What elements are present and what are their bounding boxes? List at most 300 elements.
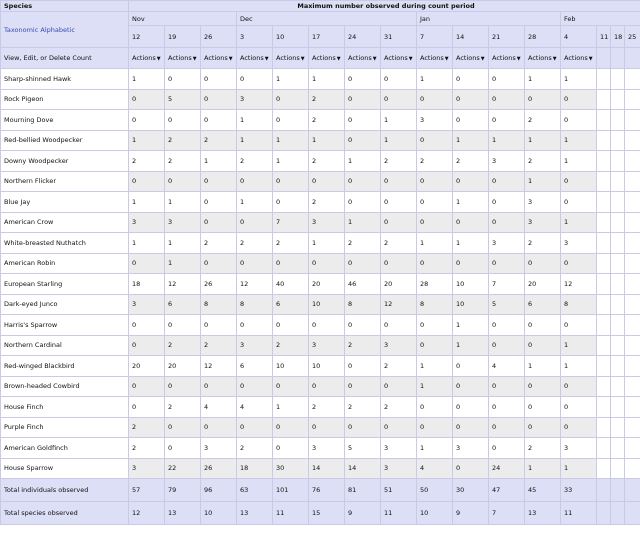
count-cell: 0 [273, 253, 309, 274]
count-cell: 1 [561, 212, 597, 233]
empty-cell [625, 89, 640, 110]
count-cell: 20 [129, 356, 165, 377]
count-cell: 3 [417, 110, 453, 131]
table-row [1, 356, 640, 377]
count-cell: 0 [489, 89, 525, 110]
species-name: Northern Cardinal [1, 335, 129, 356]
count-cell: 2 [309, 151, 345, 172]
count-cell: 2 [309, 192, 345, 213]
date-header: 11 [597, 26, 611, 48]
caret-down-icon: ▼ [516, 56, 521, 62]
count-cell: 0 [525, 315, 561, 336]
date-header: 10 [273, 26, 309, 48]
count-cell: 0 [201, 376, 237, 397]
empty-cell [611, 130, 625, 151]
empty-cell [625, 294, 640, 315]
count-cell: 3 [129, 458, 165, 479]
empty-cell [611, 274, 625, 295]
count-cell: 0 [561, 110, 597, 131]
total-cell: 9 [345, 502, 381, 525]
count-cell: 0 [345, 171, 381, 192]
count-cell: 2 [129, 151, 165, 172]
actions-label: Actions [492, 54, 516, 62]
count-cell: 26 [201, 274, 237, 295]
table-row [1, 192, 640, 213]
count-cell: 10 [453, 274, 489, 295]
count-cell: 1 [453, 130, 489, 151]
totals-row [1, 479, 640, 502]
table-row [1, 294, 640, 315]
count-cell: 0 [525, 417, 561, 438]
count-cell: 1 [165, 233, 201, 254]
date-header: 14 [453, 26, 489, 48]
table-row [1, 253, 640, 274]
count-cell: 1 [237, 130, 273, 151]
count-cell: 22 [165, 458, 201, 479]
count-cell: 1 [453, 315, 489, 336]
empty-cell [625, 233, 640, 254]
species-name: Red-bellied Woodpecker [1, 130, 129, 151]
count-cell: 0 [165, 376, 201, 397]
header-spacer [1, 12, 129, 48]
count-cell: 1 [381, 130, 417, 151]
species-name: American Robin [1, 253, 129, 274]
count-cell: 0 [561, 417, 597, 438]
count-cell: 7 [273, 212, 309, 233]
count-cell: 2 [525, 438, 561, 459]
count-cell: 2 [525, 233, 561, 254]
actions-cell [525, 48, 561, 69]
count-cell: 3 [129, 212, 165, 233]
empty-cell [611, 397, 625, 418]
count-cell: 0 [237, 253, 273, 274]
total-cell: 12 [129, 502, 165, 525]
total-cell: 51 [381, 479, 417, 502]
totals-label: Total individuals observed [1, 479, 129, 502]
table-row [1, 212, 640, 233]
empty-cell [611, 171, 625, 192]
count-cell: 0 [273, 315, 309, 336]
count-cell: 0 [525, 335, 561, 356]
count-cell: 0 [381, 376, 417, 397]
empty-cell [625, 479, 640, 502]
count-cell: 0 [489, 335, 525, 356]
empty-cell [625, 397, 640, 418]
actions-dropdown[interactable] [456, 54, 485, 62]
count-cell: 0 [273, 89, 309, 110]
count-cell: 0 [237, 376, 273, 397]
species-name: Dark-eyed Junco [1, 294, 129, 315]
count-cell: 0 [201, 69, 237, 90]
total-cell: 7 [489, 502, 525, 525]
count-cell: 5 [165, 89, 201, 110]
count-cell: 0 [309, 376, 345, 397]
empty-cell [597, 130, 611, 151]
empty-cell [611, 110, 625, 131]
empty-cell [597, 479, 611, 502]
count-cell: 2 [201, 233, 237, 254]
count-cell: 0 [345, 253, 381, 274]
actions-dropdown[interactable] [492, 54, 521, 62]
count-cell: 2 [309, 89, 345, 110]
count-cell: 0 [129, 89, 165, 110]
empty-cell [625, 315, 640, 336]
count-cell: 0 [489, 253, 525, 274]
table-row [1, 151, 640, 172]
count-cell: 3 [309, 335, 345, 356]
date-header: 19 [165, 26, 201, 48]
count-cell: 1 [129, 192, 165, 213]
actions-cell [165, 48, 201, 69]
caret-down-icon: ▼ [300, 56, 305, 62]
count-cell: 2 [381, 356, 417, 377]
empty-cell [625, 212, 640, 233]
species-name: European Starling [1, 274, 129, 295]
count-cell: 0 [489, 376, 525, 397]
actions-label: Actions [564, 54, 588, 62]
count-cell: 0 [165, 438, 201, 459]
count-cell: 0 [381, 417, 417, 438]
actions-label: Actions [420, 54, 444, 62]
actions-label: Actions [276, 54, 300, 62]
actions-label: Actions [240, 54, 264, 62]
empty-cell [625, 376, 640, 397]
caret-down-icon: ▼ [228, 56, 233, 62]
count-cell: 2 [345, 335, 381, 356]
empty-cell [611, 417, 625, 438]
count-cell: 1 [129, 233, 165, 254]
count-cell: 5 [345, 438, 381, 459]
count-cell: 46 [345, 274, 381, 295]
count-cell: 1 [453, 233, 489, 254]
table-row [1, 110, 640, 131]
table-row [1, 417, 640, 438]
count-cell: 2 [345, 397, 381, 418]
species-column-header: Species [1, 1, 129, 12]
empty-cell [611, 233, 625, 254]
actions-dropdown[interactable] [312, 54, 341, 62]
count-cell: 0 [381, 253, 417, 274]
empty-cell [597, 233, 611, 254]
count-cell: 6 [525, 294, 561, 315]
count-cell: 20 [165, 356, 201, 377]
total-cell: 9 [453, 502, 489, 525]
table-row [1, 89, 640, 110]
table-row [1, 397, 640, 418]
count-cell: 8 [417, 294, 453, 315]
table-row [1, 376, 640, 397]
table-row [1, 438, 640, 459]
count-cell: 0 [417, 89, 453, 110]
count-cell: 2 [129, 417, 165, 438]
count-cell: 0 [345, 417, 381, 438]
count-cell: 18 [129, 274, 165, 295]
count-cell: 1 [345, 151, 381, 172]
date-header: 4 [561, 26, 597, 48]
count-cell: 0 [345, 89, 381, 110]
empty-cell [597, 458, 611, 479]
count-cell: 0 [129, 253, 165, 274]
actions-label: Actions [384, 54, 408, 62]
count-cell: 0 [273, 171, 309, 192]
empty-cell [611, 335, 625, 356]
date-header: 18 [611, 26, 625, 48]
count-cell: 1 [273, 69, 309, 90]
count-cell: 2 [381, 233, 417, 254]
count-cell: 0 [381, 89, 417, 110]
total-cell: 10 [201, 502, 237, 525]
count-cell: 0 [489, 212, 525, 233]
species-name: Downy Woodpecker [1, 151, 129, 172]
actions-dropdown[interactable] [240, 54, 269, 62]
actions-dropdown[interactable] [348, 54, 377, 62]
view-edit-delete-label: View, Edit, or Delete Count [1, 48, 129, 69]
actions-cell [625, 48, 640, 69]
species-name: American Goldfinch [1, 438, 129, 459]
caret-down-icon: ▼ [372, 56, 377, 62]
table-row [1, 335, 640, 356]
count-cell: 0 [129, 376, 165, 397]
count-cell: 2 [165, 397, 201, 418]
count-cell: 0 [453, 356, 489, 377]
count-cell: 0 [525, 253, 561, 274]
date-header: 7 [417, 26, 453, 48]
count-cell: 0 [345, 192, 381, 213]
count-cell: 2 [165, 151, 201, 172]
count-cell: 0 [381, 212, 417, 233]
actions-cell [345, 48, 381, 69]
empty-cell [625, 69, 640, 90]
empty-cell [597, 502, 611, 525]
date-header: 12 [129, 26, 165, 48]
count-cell: 4 [237, 397, 273, 418]
count-cell: 3 [381, 438, 417, 459]
caret-down-icon: ▼ [588, 56, 593, 62]
count-cell: 8 [345, 294, 381, 315]
count-cell: 0 [345, 376, 381, 397]
count-cell: 1 [273, 397, 309, 418]
total-cell: 15 [309, 502, 345, 525]
count-cell: 0 [417, 397, 453, 418]
caret-down-icon: ▼ [480, 56, 485, 62]
count-cell: 1 [525, 356, 561, 377]
count-cell: 1 [129, 130, 165, 151]
count-cell: 0 [381, 69, 417, 90]
actions-cell [597, 48, 611, 69]
count-cell: 2 [237, 233, 273, 254]
table-row [1, 171, 640, 192]
actions-dropdown[interactable] [420, 54, 449, 62]
table-row [1, 233, 640, 254]
species-name: American Crow [1, 212, 129, 233]
count-cell: 1 [525, 458, 561, 479]
empty-cell [611, 356, 625, 377]
total-cell: 30 [453, 479, 489, 502]
count-cell: 0 [417, 130, 453, 151]
count-cell: 1 [237, 192, 273, 213]
count-cell: 1 [561, 458, 597, 479]
count-cell: 0 [561, 192, 597, 213]
species-name: Rock Pigeon [1, 89, 129, 110]
empty-cell [597, 212, 611, 233]
species-name: Mourning Dove [1, 110, 129, 131]
month-header: Feb [561, 12, 640, 26]
count-cell: 0 [345, 130, 381, 151]
count-cell: 2 [129, 438, 165, 459]
count-cell: 1 [237, 110, 273, 131]
actions-dropdown[interactable] [168, 54, 197, 62]
actions-label: Actions [528, 54, 552, 62]
count-cell: 0 [561, 397, 597, 418]
empty-cell [625, 502, 640, 525]
count-cell: 0 [381, 192, 417, 213]
count-cell: 0 [273, 192, 309, 213]
empty-cell [597, 397, 611, 418]
actions-dropdown[interactable] [204, 54, 233, 62]
date-header: 3 [237, 26, 273, 48]
total-cell: 50 [417, 479, 453, 502]
count-cell: 0 [489, 417, 525, 438]
count-cell: 2 [165, 130, 201, 151]
count-cell: 6 [165, 294, 201, 315]
count-cell: 0 [345, 356, 381, 377]
count-cell: 1 [453, 335, 489, 356]
count-cell: 1 [561, 335, 597, 356]
actions-dropdown[interactable] [564, 54, 593, 62]
count-cell: 14 [309, 458, 345, 479]
count-cell: 1 [525, 69, 561, 90]
actions-cell [611, 48, 625, 69]
count-cell: 0 [489, 438, 525, 459]
date-header: 28 [525, 26, 561, 48]
totals-row [1, 502, 640, 525]
count-cell: 0 [129, 110, 165, 131]
actions-cell [201, 48, 237, 69]
species-name: Harris's Sparrow [1, 315, 129, 336]
count-cell: 40 [273, 274, 309, 295]
count-cell: 0 [273, 417, 309, 438]
count-cell: 1 [165, 253, 201, 274]
count-cell: 12 [165, 274, 201, 295]
total-cell: 11 [381, 502, 417, 525]
count-cell: 1 [417, 69, 453, 90]
count-cell: 20 [525, 274, 561, 295]
count-cell: 8 [237, 294, 273, 315]
count-cell: 12 [237, 274, 273, 295]
actions-cell [561, 48, 597, 69]
count-cell: 0 [381, 315, 417, 336]
count-cell: 10 [309, 356, 345, 377]
count-cell: 1 [129, 69, 165, 90]
count-cell: 0 [165, 110, 201, 131]
empty-cell [611, 151, 625, 172]
actions-dropdown[interactable] [384, 54, 413, 62]
total-cell: 79 [165, 479, 201, 502]
count-cell: 0 [453, 397, 489, 418]
count-cell: 7 [489, 274, 525, 295]
actions-dropdown[interactable] [276, 54, 305, 62]
count-cell: 26 [201, 458, 237, 479]
actions-dropdown[interactable] [132, 54, 161, 62]
caret-down-icon: ▼ [552, 56, 557, 62]
count-cell: 1 [417, 438, 453, 459]
taxonomic-alphabetic-link[interactable]: Taxonomic Alphabetic [4, 25, 75, 34]
count-cell: 0 [453, 417, 489, 438]
count-cell: 0 [381, 171, 417, 192]
empty-cell [611, 253, 625, 274]
count-cell: 2 [417, 151, 453, 172]
count-cell: 2 [273, 233, 309, 254]
count-cell: 24 [489, 458, 525, 479]
count-cell: 3 [309, 212, 345, 233]
count-cell: 0 [237, 315, 273, 336]
count-cell: 0 [237, 417, 273, 438]
total-cell: 11 [561, 502, 597, 525]
species-name: House Finch [1, 397, 129, 418]
count-cell: 3 [525, 212, 561, 233]
species-name: Brown-headed Cowbird [1, 376, 129, 397]
caret-down-icon: ▼ [192, 56, 197, 62]
count-cell: 2 [201, 130, 237, 151]
caret-down-icon: ▼ [408, 56, 413, 62]
count-cell: 0 [453, 69, 489, 90]
count-cell: 3 [561, 438, 597, 459]
count-cell: 8 [561, 294, 597, 315]
count-cell: 0 [201, 315, 237, 336]
table-row [1, 69, 640, 90]
total-cell: 63 [237, 479, 273, 502]
count-cell: 2 [381, 397, 417, 418]
empty-cell [611, 376, 625, 397]
count-cell: 0 [129, 171, 165, 192]
caret-down-icon: ▼ [264, 56, 269, 62]
count-cell: 8 [201, 294, 237, 315]
empty-cell [625, 335, 640, 356]
count-cell: 0 [525, 397, 561, 418]
count-cell: 18 [237, 458, 273, 479]
count-cell: 0 [273, 110, 309, 131]
empty-cell [611, 69, 625, 90]
species-name: White-breasted Nuthatch [1, 233, 129, 254]
count-cell: 0 [309, 171, 345, 192]
count-cell: 30 [273, 458, 309, 479]
actions-dropdown[interactable] [528, 54, 557, 62]
count-cell: 1 [561, 151, 597, 172]
actions-label: Actions [132, 54, 156, 62]
count-cell: 0 [453, 171, 489, 192]
total-cell: 10 [417, 502, 453, 525]
count-cell: 0 [525, 89, 561, 110]
empty-cell [597, 294, 611, 315]
count-cell: 0 [561, 89, 597, 110]
count-cell: 3 [381, 335, 417, 356]
count-cell: 0 [345, 315, 381, 336]
total-cell: 33 [561, 479, 597, 502]
count-cell: 3 [237, 335, 273, 356]
count-cell: 2 [525, 110, 561, 131]
count-cell: 2 [201, 335, 237, 356]
count-cell: 0 [201, 89, 237, 110]
count-cell: 1 [273, 151, 309, 172]
count-cell: 3 [561, 233, 597, 254]
actions-cell [273, 48, 309, 69]
count-cell: 0 [417, 253, 453, 274]
table-row [1, 458, 640, 479]
empty-cell [597, 356, 611, 377]
total-cell: 13 [237, 502, 273, 525]
count-cell: 0 [345, 110, 381, 131]
count-cell: 1 [417, 376, 453, 397]
